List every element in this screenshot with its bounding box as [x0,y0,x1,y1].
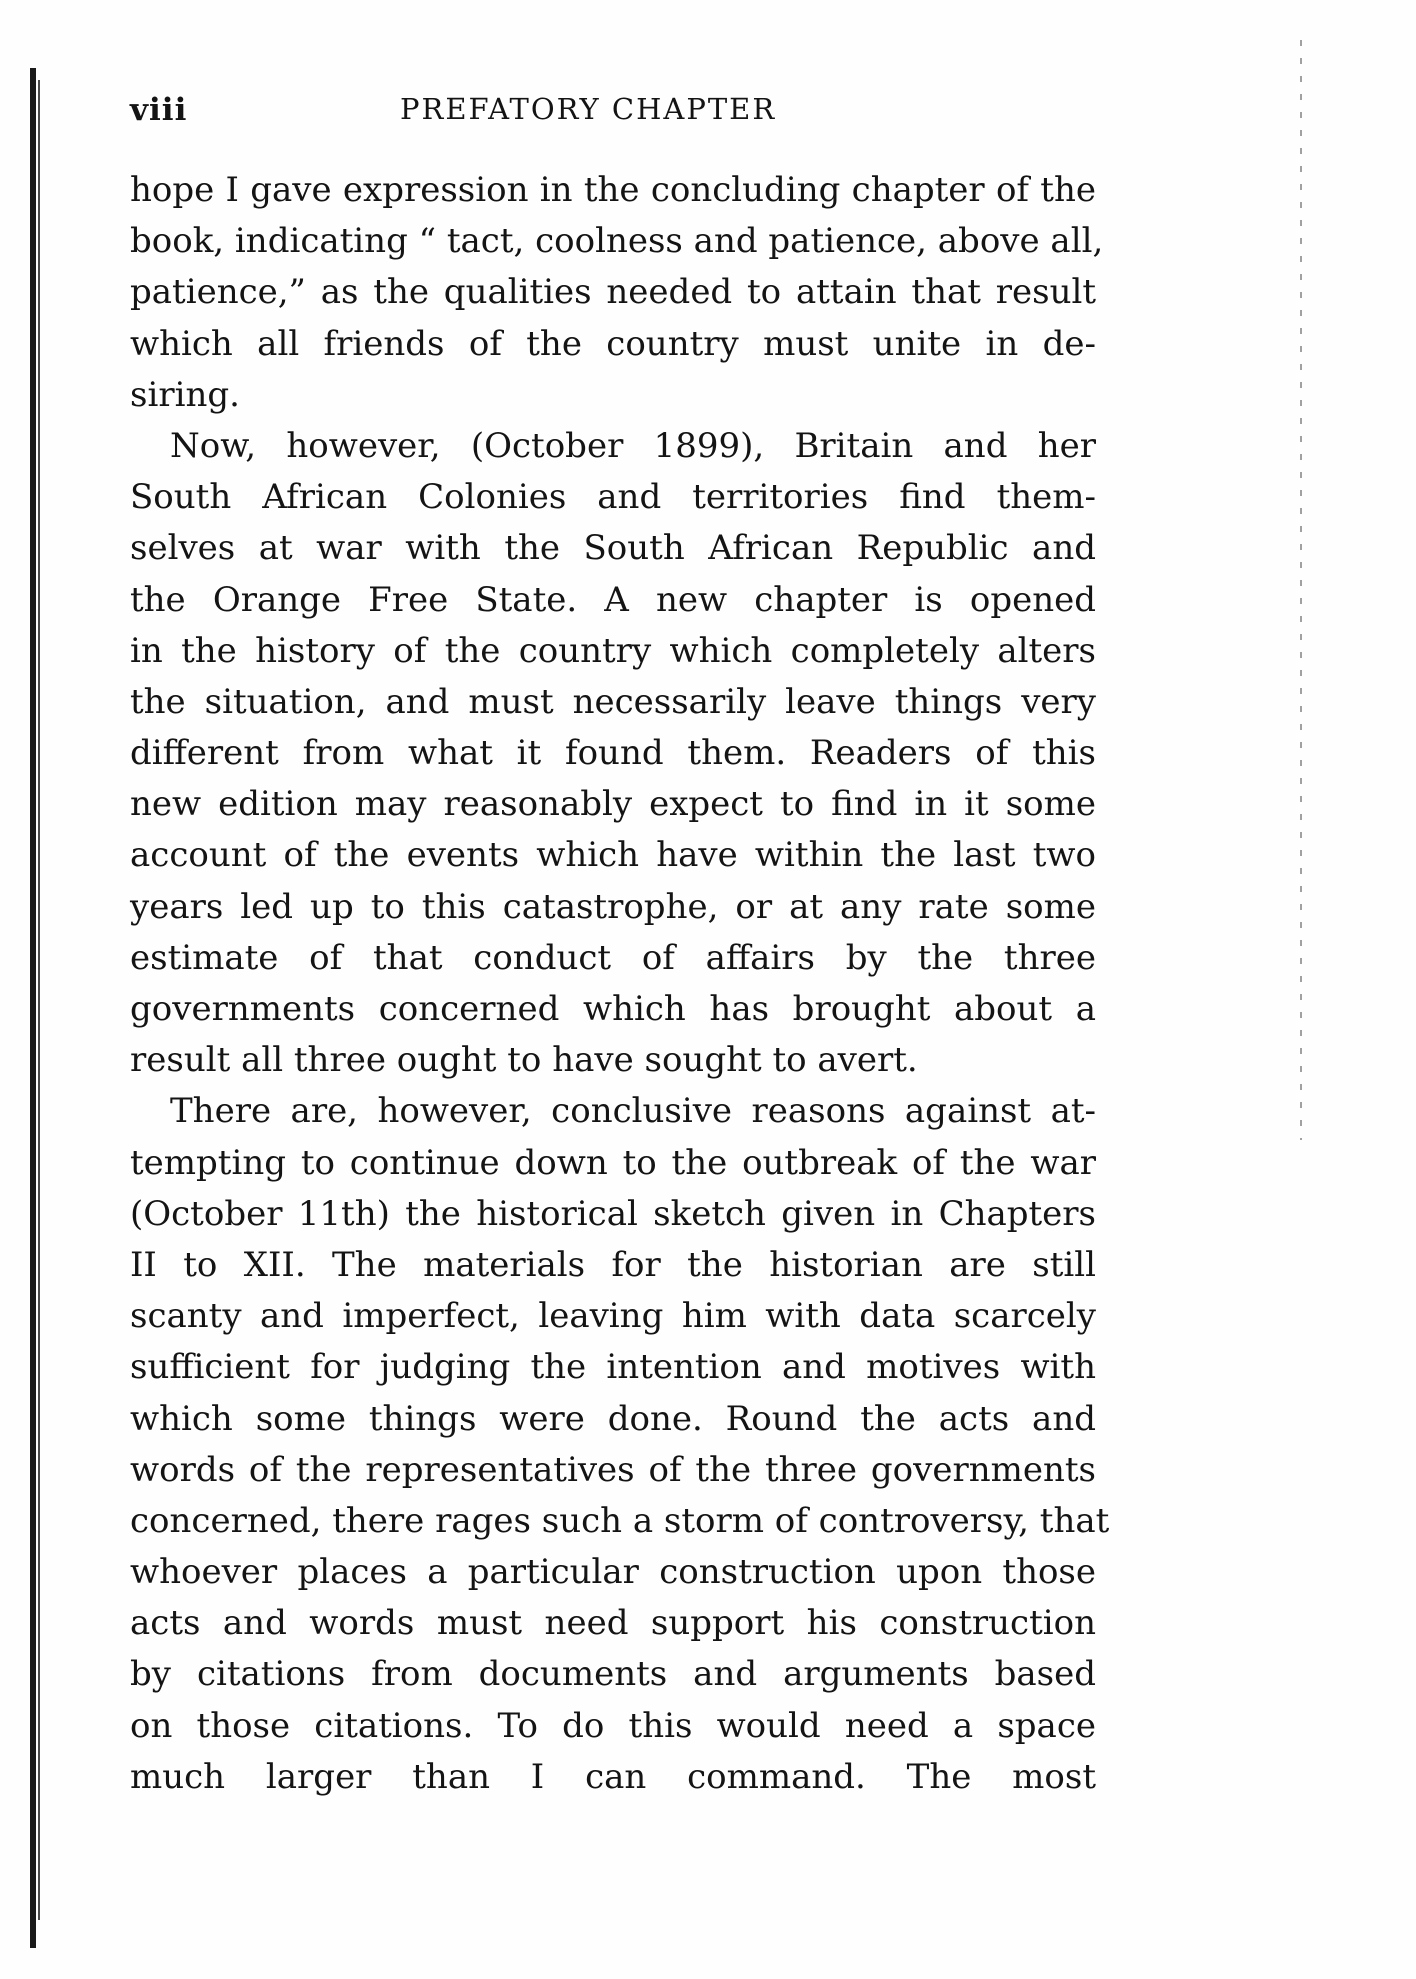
text-line: result all three ought to have sought to avert. [130,1040,918,1081]
page-number: viii [130,92,188,128]
text-line: the situation, and must necessarily leave things very [130,681,1096,722]
text-line: siring. [130,374,240,415]
text-line: South African Colonies and territories find them- [130,477,1096,518]
text-line: concerned, there rages such a storm of controversy, that [130,1500,1110,1541]
margin-speck-line [1300,40,1302,1140]
text-line: tempting to continue down to the outbreak of the war [130,1142,1096,1183]
text-line: selves at war with the South African Republic and [130,528,1096,569]
running-head [130,92,1090,132]
text-line: book, indicating “ tact, coolness and patience, above all, [130,221,1104,262]
text-line: acts and words must need support his construction [130,1603,1096,1644]
text-line: much larger than I can command. The most [130,1756,1096,1797]
text-line: words of the representatives of the three governments [130,1449,1096,1490]
text-line: There are, however, conclusive reasons against at- [170,1091,1096,1132]
text-line: II to XII. The materials for the historian are still [130,1244,1096,1285]
binding-edge-shadow-inner [38,80,40,1920]
text-line: account of the events which have within the last two [130,835,1096,876]
running-head-title: PREFATORY CHAPTER [400,92,777,126]
text-line: which some things were done. Round the acts and [130,1398,1096,1439]
binding-edge-shadow [30,68,36,1948]
text-line: (October 11th) the historical sketch given in Chapters [130,1193,1096,1234]
text-line: estimate of that conduct of affairs by the three [130,937,1096,978]
text-line: new edition may reasonably expect to find in it some [130,784,1096,825]
body-text [130,165,1110,1803]
margin-scan-marks [1280,40,1340,1440]
text-line: different from what it found them. Readers of this [130,733,1096,774]
text-line: years led up to this catastrophe, or at any rate some [130,886,1096,927]
text-line: by citations from documents and arguments based [130,1654,1096,1695]
text-line: which all friends of the country must unite in de- [130,323,1096,364]
text-line: sufficient for judging the intention and motives with [130,1347,1096,1388]
text-line: whoever places a particular construction upon those [130,1552,1096,1593]
text-line: in the history of the country which completely alters [130,630,1096,671]
text-line: hope I gave expression in the concluding chapter of the [130,170,1096,210]
text-line: on those citations. To do this would need a space [130,1705,1096,1746]
text-line: scanty and imperfect, leaving him with data scarcely [130,1296,1096,1337]
text-line: Now, however, (October 1899), Britain and her [170,425,1096,466]
text-line: governments concerned which has brought about a [130,989,1096,1029]
text-line: the Orange Free State. A new chapter is opened [130,579,1096,620]
text-line: patience,” as the qualities needed to attain that result [130,272,1096,313]
